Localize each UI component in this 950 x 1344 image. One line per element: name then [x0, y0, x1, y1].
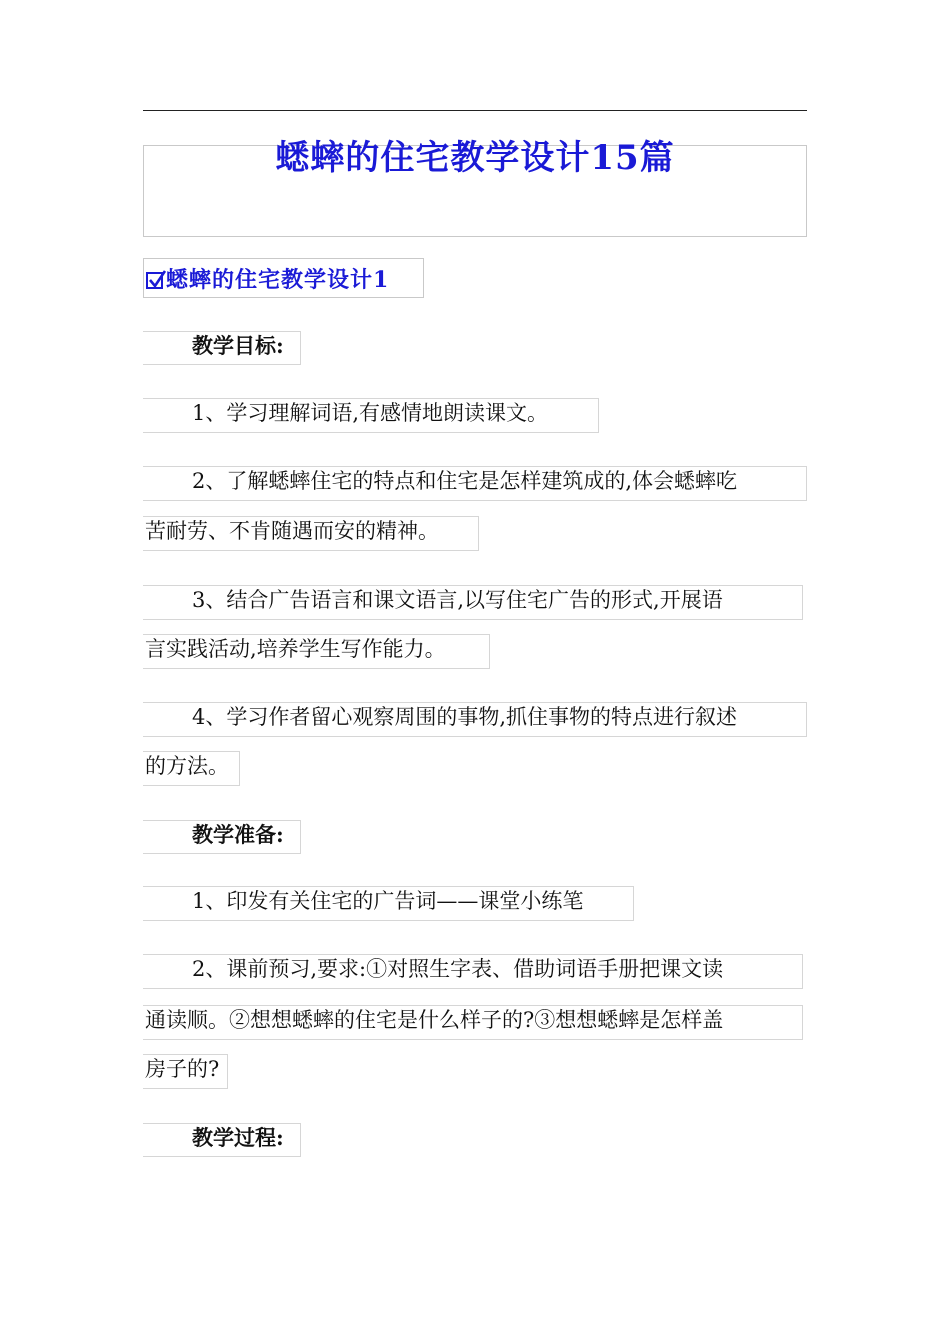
- document-title: 蟋蟀的住宅教学设计15篇: [275, 138, 675, 178]
- heading-teaching-prep: 教学准备:: [192, 822, 284, 847]
- section-heading: [146, 262, 389, 294]
- paragraph-line: 1、学习理解词语,有感情地朗读课文。: [192, 401, 549, 425]
- section-title: 蟋蟀的住宅教学设计1: [166, 266, 390, 293]
- checkbox-checked-icon: [146, 272, 163, 289]
- paragraph-line: 的方法。: [145, 754, 229, 778]
- paragraph-line: 4、学习作者留心观察周围的事物,抓住事物的特点进行叙述: [192, 705, 738, 729]
- paragraph-line: 2、课前预习,要求:①对照生字表、借助词语手册把课文读: [192, 957, 724, 981]
- paragraph-line: 2、了解蟋蟀住宅的特点和住宅是怎样建筑成的,体会蟋蟀吃: [192, 469, 738, 493]
- paragraph-line: 房子的?: [145, 1057, 220, 1081]
- paragraph-line: 通读顺。②想想蟋蟀的住宅是什么样子的?③想想蟋蟀是怎样盖: [145, 1008, 724, 1032]
- paragraph-line: 1、印发有关住宅的广告词——课堂小练笔: [192, 889, 584, 913]
- paragraph-line: 苦耐劳、不肯随遇而安的精神。: [145, 519, 439, 543]
- heading-teaching-process: 教学过程:: [192, 1125, 284, 1150]
- paragraph-line: 3、结合广告语言和课文语言,以写住宅广告的形式,开展语: [192, 588, 723, 612]
- heading-teaching-goals: 教学目标:: [192, 333, 284, 358]
- top-rule: [143, 110, 807, 111]
- paragraph-line: 言实践活动,培养学生写作能力。: [145, 637, 446, 661]
